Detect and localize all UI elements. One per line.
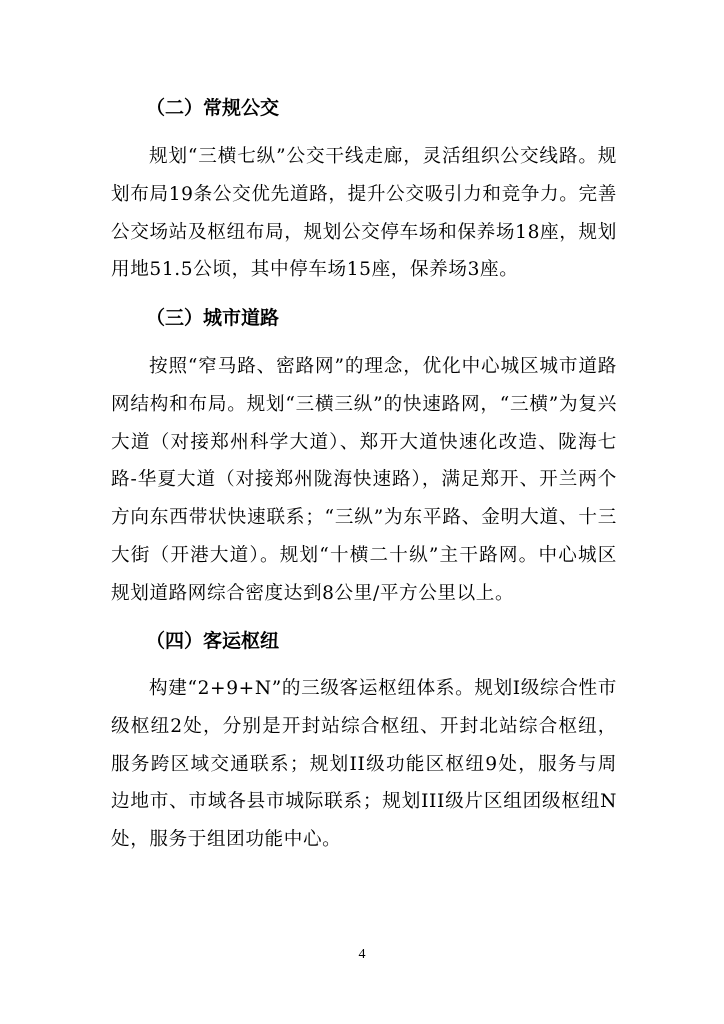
- paragraph-bus: 规划“三横七纵”公交干线走廊，灵活组织公交线路。规划布局19条公交优先道路，提升公交吸引力和竞争力。完善公交场站及枢纽布局，规划公交停车场和保养场18座，规划用地51.5公顷，其中停车场15座，保养场3座。: [111, 146, 617, 281]
- section-heading-roads: （三）城市道路: [146, 307, 280, 329]
- section-heading-bus: （二）常规公交: [146, 97, 280, 119]
- paragraph-roads: 按照“窄马路、密路网”的理念，优化中心城区城市道路网结构和布局。规划“三横三纵”的快速路网，“三横”为复兴大道（对接郑州科学大道）、郑开大道快速化改造、陇海七路-华夏大道（对接郑州陇海快速路），满足郑开、开兰两个方向东西带状快速联系；“三纵”为东平路、金明大道、十三大街（开港大道）。规划“十横二十纵”主干路网。中心城区规划道路网综合密度达到8公里/平方公里以上。: [111, 356, 617, 604]
- page-number: 4: [358, 947, 366, 962]
- paragraph-hubs: 构建“2+9+N”的三级客运枢纽体系。规划I级综合性市级枢纽2处，分别是开封站综合枢纽、开封北站综合枢纽，服务跨区域交通联系；规划II级功能区枢纽9处，服务与周边地市、市域各县市城际联系；规划III级片区组团级枢纽N处，服务于组团功能中心。: [111, 678, 617, 851]
- section-heading-hubs: （四）客运枢纽: [146, 630, 280, 652]
